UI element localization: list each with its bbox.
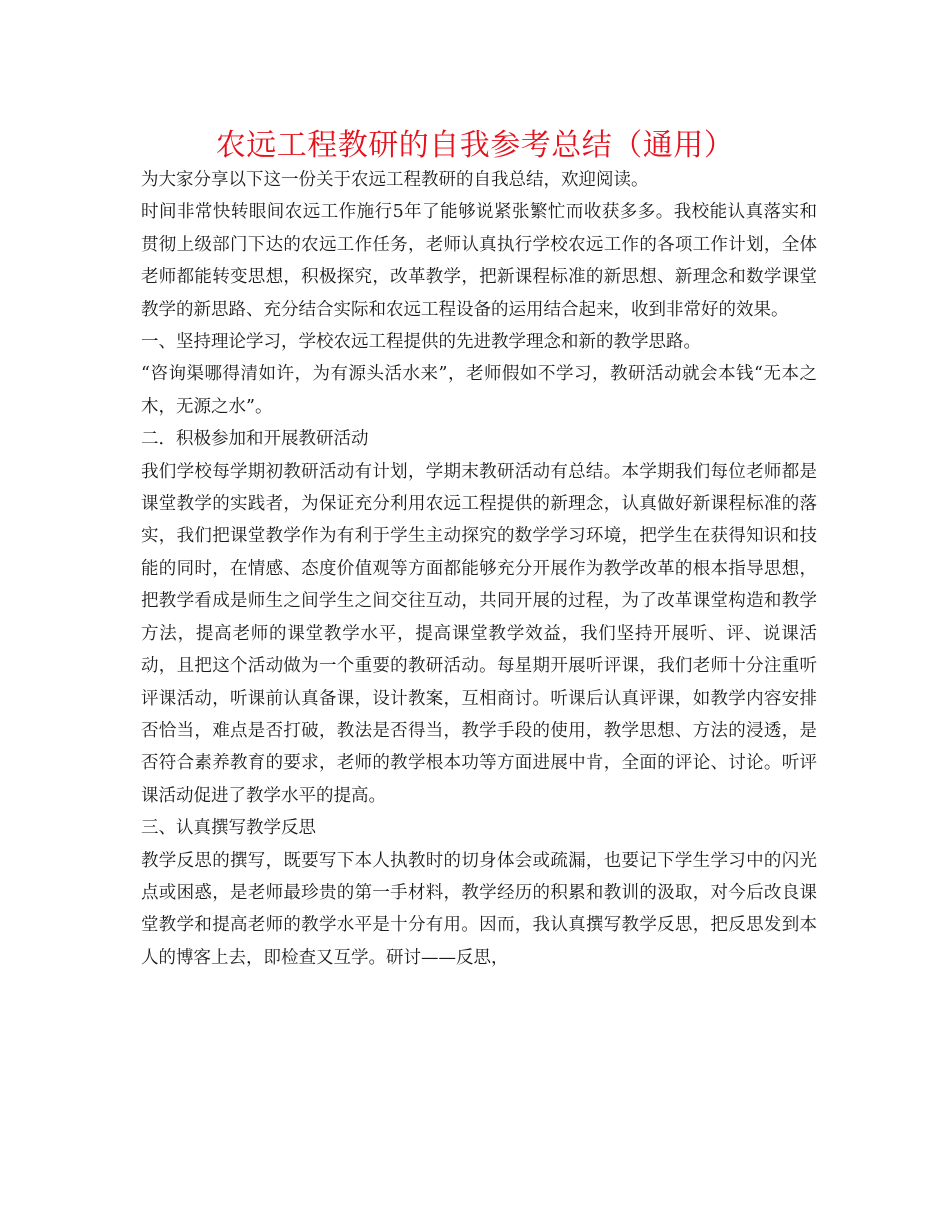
paragraph-quote: “咨询渠哪得清如许，为有源头活水来”，老师假如不学习，教研活动就会本钱“无本之木，无源之水”。 [141,364,817,417]
document-title: 农远工程教研的自我参考总结（通用） [215,128,735,163]
section-heading-3: 三、认真撰写教学反思 [141,818,316,839]
document-body [141,164,817,974]
section-heading-2: 二．积极参加和开展教研活动 [141,429,369,450]
section-heading-1: 一、坚持理论学习，学校农远工程提供的先进教学理念和新的教学思路。 [141,332,701,353]
paragraph-reflection: 教学反思的撰写，既要写下本人执教时的切身体会或疏漏，也要记下学生学习中的闪光点或困惑，是老师最珍贵的第一手材料，教学经历的积累和教训的汲取，对今后改良课堂教学和提高老师的教学水平是十分有用。因而，我认真撰写教学反思，把反思发到本人的博客上去，即检查又互学。研讨——反思， [141,850,817,968]
paragraph-activities: 我们学校每学期初教研活动有计划，学期末教研活动有总结。本学期我们每位老师都是课堂教学的实践者，为保证充分利用农远工程提供的新理念，认真做好新课程标准的落实，我们把课堂教学作为有利于学生主动探究的数学学习环境，把学生在获得知识和技能的同时，在情感、态度价值观等方面都能够充分开展作为教学改革的根本指导思想，把教学看成是师生之间学生之间交往互动，共同开展的过程，为了改革课堂构造和教学方法，提高老师的课堂教学水平，提高课堂教学效益，我们坚持开展听、评、说课活动，且把这个活动做为一个重要的教研活动。每星期开展听评课，我们老师十分注重听评课活动，听课前认真备课，设计教案，互相商讨。听课后认真评课，如教学内容安排否恰当，难点是否打破，教法是否得当，教学手段的使用，教学思想、方法的浸透，是否符合素养教育的要求，老师的教学根本功等方面进展中肯，全面的评论、讨论。听评课活动促进了教学水平的提高。 [141,461,817,806]
paragraph-intro: 为大家分享以下这一份关于农远工程教研的自我总结，欢迎阅读。 [141,170,649,190]
paragraph-overview: 时间非常快转眼间农远工作施行5年了能够说紧张繁忙而收获多多。我校能认真落实和贯彻上级部门下达的农远工作任务，老师认真执行学校农远工作的各项工作计划，全体老师都能转变思想，积极探究，改革教学，把新课程标准的新思想、新理念和数学课堂教学的新思路、充分结合实际和农远工程设备的运用结合起来，收到非常好的效果。 [141,202,817,320]
